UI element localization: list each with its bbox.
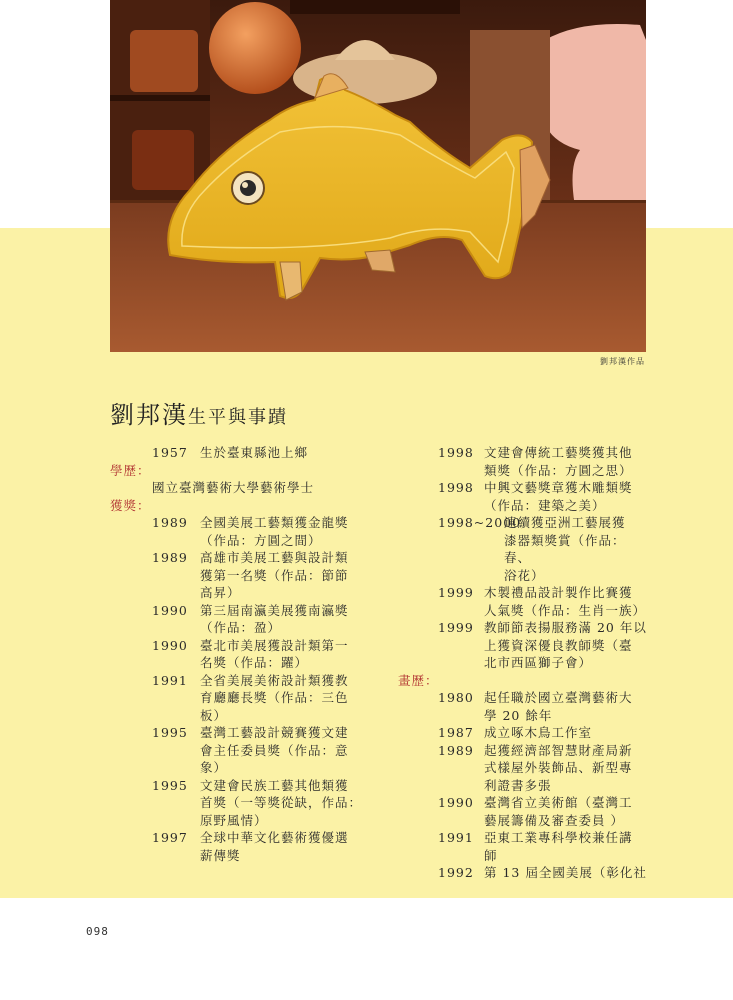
list-item <box>398 514 648 584</box>
entry-line: 育廳廳長獎（作品：三色 <box>200 690 349 705</box>
entry-text <box>398 584 648 619</box>
entry-year: 1990 <box>438 795 474 810</box>
entry-year: 1998 <box>438 445 474 460</box>
entry-line: 高昇） <box>200 585 241 600</box>
entry-year: 1995 <box>152 725 188 740</box>
entry-line: （作品：盈） <box>200 620 282 635</box>
entry-text <box>110 829 372 864</box>
list-item <box>110 777 372 830</box>
list-item <box>398 724 648 742</box>
list-item <box>110 549 372 602</box>
entry-line: 臺北市美展獲設計類第一 <box>200 637 349 653</box>
entry-text <box>398 514 648 584</box>
entry-line: （作品：建築之美） <box>484 497 606 513</box>
awards-heading: 獲獎： <box>110 497 151 513</box>
entry-text <box>110 777 372 830</box>
entry-line: 上獲資深優良教師獎（臺 <box>484 637 633 653</box>
left-column <box>110 444 372 864</box>
page-number: 098 <box>86 925 109 938</box>
entry-line: 薪傳獎 <box>200 847 241 863</box>
awards-list-continued <box>398 444 648 672</box>
entry-year: 1957 <box>152 445 188 460</box>
entry-line: 起任職於國立臺灣藝術大 <box>484 690 633 705</box>
entry-year: 1997 <box>152 830 188 845</box>
entry-year: 1999 <box>438 585 474 600</box>
title-subtitle: 生平與事蹟 <box>188 407 288 428</box>
artwork-photo <box>110 0 646 352</box>
entry-line: 臺灣工藝設計競賽獲文建 <box>200 725 349 740</box>
list-item <box>110 829 372 864</box>
entry-line: 學 20 餘年 <box>484 707 553 723</box>
entry-line: 式樣屋外裝飾品、新型專 <box>484 760 633 775</box>
entry-text <box>398 742 648 795</box>
entry-line: 獲第一名獎（作品：節節 <box>200 567 349 583</box>
entry-line: 第 13 屆全國美展（彰化社 <box>484 865 647 880</box>
career-list <box>398 689 648 882</box>
entry-line: 全球中華文化藝術獲優選 <box>200 830 349 845</box>
entry-year: 1987 <box>438 725 474 740</box>
list-item <box>398 444 648 479</box>
entry-line: 第三屆南瀛美展獲南瀛獎 <box>200 602 349 618</box>
list-item <box>110 724 372 777</box>
list-item <box>110 672 372 725</box>
entry-line: 象） <box>200 760 228 775</box>
entry-text <box>110 514 372 549</box>
list-item <box>398 479 648 514</box>
list-item <box>398 689 648 724</box>
entry-text: 生於臺東縣池上鄉 <box>200 445 309 460</box>
entry-line: 板） <box>200 707 228 723</box>
entry-line: （作品：方圓之間） <box>200 532 322 548</box>
entry-line: 浴花） <box>504 567 545 583</box>
entry-line: 連續獲亞洲工藝展獲 <box>504 515 626 530</box>
list-item <box>110 514 372 549</box>
education-text: 國立臺灣藝術大學藝術學士 <box>152 480 315 495</box>
list-item <box>398 619 648 672</box>
entry-year: 1989 <box>152 515 188 530</box>
entry-year: 1989 <box>438 742 474 758</box>
entry-text <box>398 619 648 672</box>
entry-year: 1980 <box>438 690 474 705</box>
entry-year: 1990 <box>152 602 188 618</box>
entry-text <box>110 549 372 602</box>
entry-year: 1999 <box>438 620 474 635</box>
entry-line: 師 <box>484 847 498 863</box>
list-item <box>110 637 372 672</box>
entry-line: 首獎（一等獎從缺，作品： <box>200 795 363 810</box>
title-name: 劉邦漢 <box>110 401 188 429</box>
entry-text <box>398 689 648 724</box>
entry-text <box>398 724 648 742</box>
entry-line: 漆器類獎賞（作品：春、 <box>504 532 626 565</box>
list-item <box>398 794 648 829</box>
education-heading: 學歷： <box>110 462 151 478</box>
entry-year: 1998~2000 <box>438 515 522 530</box>
entry-text <box>398 794 648 829</box>
entry-line: 木製禮品設計製作比賽獲 <box>484 585 633 600</box>
entry-line: 利證書多張 <box>484 777 552 793</box>
entry-text <box>110 724 372 777</box>
entry-line: 全省美展美術設計類獲教 <box>200 672 349 688</box>
entry-line: 中興文藝獎章獲木雕類獎 <box>484 480 633 495</box>
entry-line: 文建會傳統工藝獎獲其他 <box>484 445 633 460</box>
entry-line: 會主任委員獎（作品：意 <box>200 742 349 758</box>
photo-caption: 劉邦漢作品 <box>600 357 645 366</box>
entry-line: 亞東工業專科學校兼任講 <box>484 830 633 845</box>
entry-line: 藝展籌備及審查委員 ） <box>484 812 624 828</box>
entry-text <box>398 864 648 882</box>
birth-entry <box>110 444 372 462</box>
entry-text <box>398 829 648 864</box>
entry-year: 1995 <box>152 777 188 793</box>
entry-text <box>398 479 648 514</box>
list-item <box>110 602 372 637</box>
entry-line: 北市西區獅子會） <box>484 655 593 670</box>
entry-line: 全國美展工藝類獲金龍獎 <box>200 515 349 530</box>
right-column <box>398 444 648 882</box>
entry-line: 臺灣省立美術館（臺灣工 <box>484 795 633 810</box>
awards-list <box>110 514 372 864</box>
entry-line: 起獲經濟部智慧財產局新 <box>484 742 633 758</box>
entry-line: 類獎（作品：方圓之思） <box>484 462 633 478</box>
page-title <box>110 395 288 430</box>
entry-text <box>398 444 648 479</box>
entry-year: 1991 <box>438 830 474 845</box>
entry-text <box>110 672 372 725</box>
entry-year: 1998 <box>438 480 474 495</box>
entry-year: 1992 <box>438 865 474 880</box>
list-item <box>398 864 648 882</box>
career-heading: 畫歷： <box>398 672 439 688</box>
entry-line: 成立啄木鳥工作室 <box>484 725 593 740</box>
entry-text <box>110 602 372 637</box>
entry-line: 文建會民族工藝其他類獲 <box>200 777 349 793</box>
entry-line: 高雄市美展工藝與設計類 <box>200 550 349 565</box>
entry-line: 名獎（作品：躍） <box>200 655 309 670</box>
list-item <box>398 829 648 864</box>
entry-year: 1991 <box>152 672 188 688</box>
entry-line: 原野風情） <box>200 812 268 828</box>
entry-year: 1989 <box>152 550 188 565</box>
entry-year: 1990 <box>152 637 188 653</box>
entry-line: 人氣獎（作品：生肖一族） <box>484 602 647 618</box>
entry-text <box>110 637 372 672</box>
list-item <box>398 584 648 619</box>
list-item <box>398 742 648 795</box>
entry-line: 教師節表揚服務滿 20 年以 <box>484 620 647 635</box>
